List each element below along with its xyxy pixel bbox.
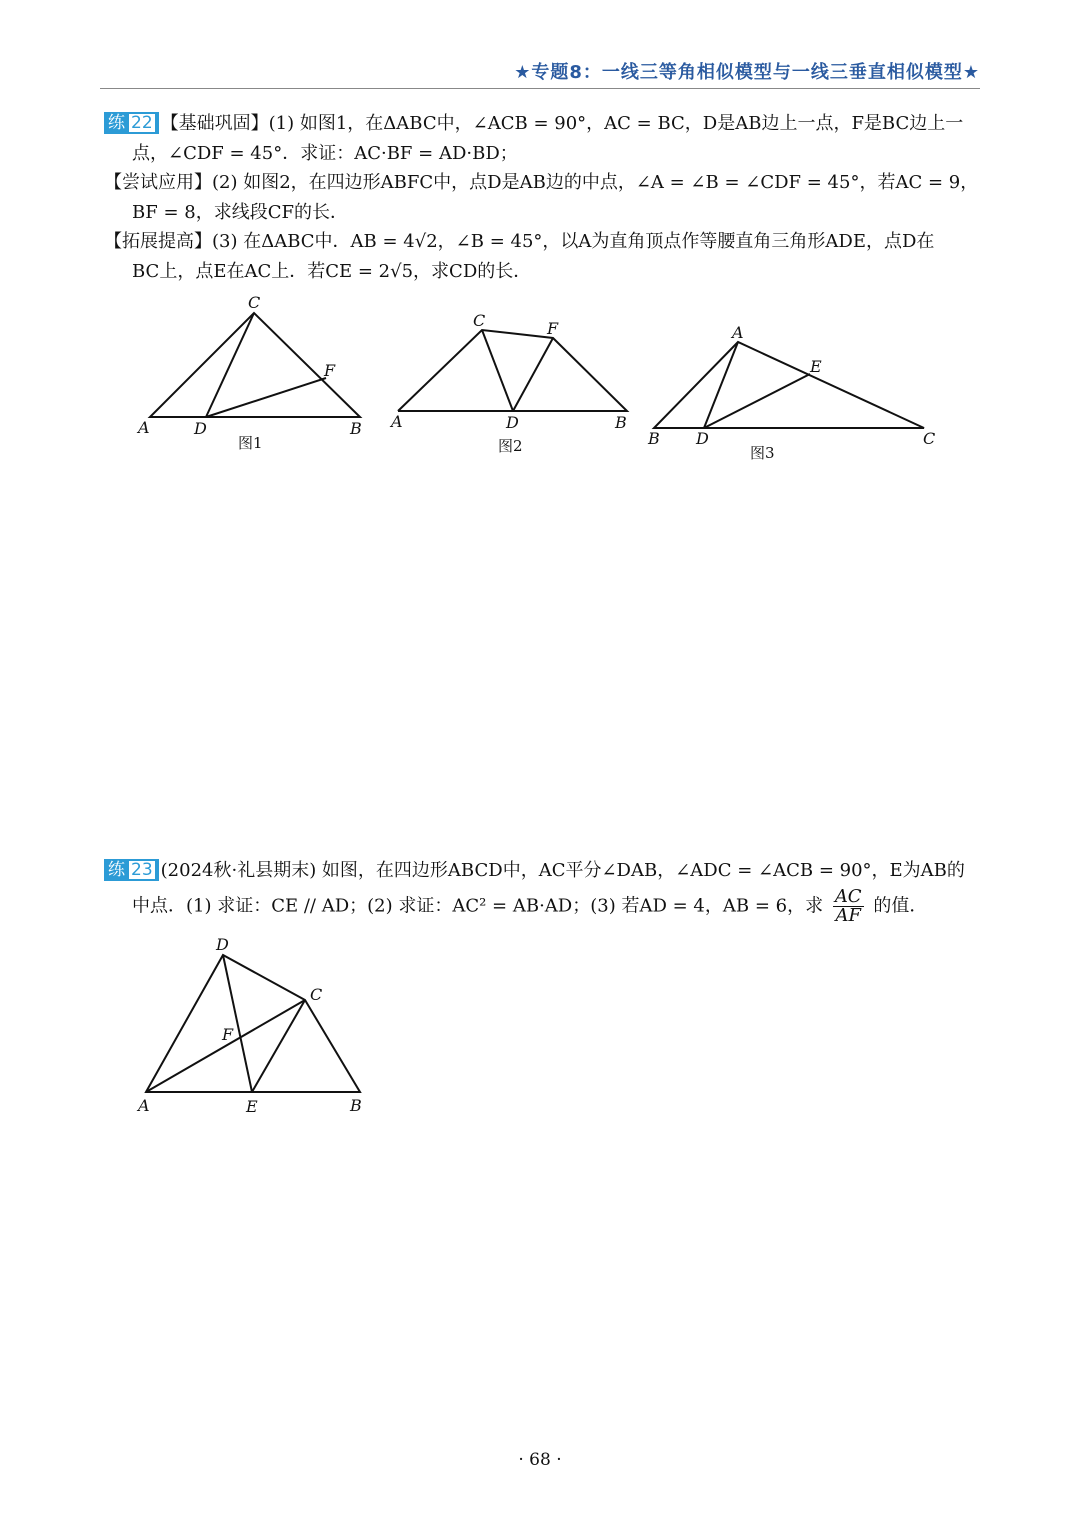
fig23-label-d: D	[216, 935, 229, 954]
fig3-segment-ad	[704, 342, 738, 428]
problem-22-line-1	[104, 109, 980, 139]
fig3-label-b: B	[648, 429, 660, 448]
fraction-ac-af	[833, 888, 864, 925]
problem-22-line-2: 点，∠CDF = 45°．求证：AC·BF = AD·BD；	[132, 142, 518, 164]
fig2-segment-cd	[482, 330, 513, 411]
fig2-label-b: B	[615, 413, 627, 432]
fig2-segment-df	[513, 338, 553, 411]
figure-23	[130, 930, 380, 1120]
problem-23-text-1: (2024秋·礼县期末) 如图，在四边形ABCD中，AC平分∠DAB，∠ADC = ∠ACB = 90°，E为AB的	[160, 860, 965, 881]
fig3-caption: 图3	[750, 444, 775, 462]
figure-1	[130, 290, 380, 460]
badge-prefix: 练	[108, 860, 125, 880]
fig1-label-c: C	[248, 293, 261, 312]
fig3-segment-de	[704, 374, 810, 428]
fig1-segment-cd	[206, 313, 254, 417]
fig23-label-e: E	[246, 1097, 258, 1116]
figure-2	[385, 305, 640, 465]
badge-prefix: 练	[108, 113, 125, 133]
fig1-caption: 图1	[238, 434, 263, 452]
fig2-label-a: A	[391, 412, 403, 431]
fig3-label-a: A	[732, 323, 744, 342]
problem-22-text-1: 【基础巩固】(1) 如图1，在ΔABC中，∠ACB = 90°，AC = BC，D是AB边上一点，F是BC边上一	[160, 113, 964, 134]
fig3-label-e: E	[810, 357, 822, 376]
fig23-segment-de	[223, 955, 252, 1092]
fig23-quadrilateral-abcd	[146, 955, 360, 1092]
fig1-segment-df	[206, 378, 326, 417]
problem-23-line-1	[104, 854, 980, 888]
fig2-caption: 图2	[498, 437, 523, 455]
fig3-label-d: D	[696, 429, 709, 448]
problem-22-line-3: 【尝试应用】(2) 如图2，在四边形ABFC中，点D是AB边的中点，∠A = ∠B = ∠CDF = 45°，若AC = 9，	[104, 172, 979, 193]
figure-3	[640, 320, 945, 470]
problem-23-badge	[104, 859, 159, 881]
fig1-label-f: F	[324, 361, 336, 380]
fig23-label-b: B	[350, 1096, 362, 1115]
chapter-header: ★专题8：一线三等角相似模型与一线三垂直相似模型★	[514, 62, 980, 83]
problem-22-line-5: 【拓展提高】(3) 在ΔABC中．AB = 4√2，∠B = 45°，以A为直角顶点作等腰直角三角形ADE，点D在	[104, 231, 935, 252]
problem-22-line-4: BF = 8，求线段CF的长．	[132, 201, 348, 223]
fraction-numerator: AC	[834, 886, 862, 907]
problem-22	[104, 109, 980, 286]
badge-number: 23	[128, 860, 156, 880]
fraction-denominator: AF	[835, 905, 861, 926]
problem-23	[104, 854, 980, 925]
fig3-label-c: C	[923, 429, 936, 448]
header-divider	[100, 88, 980, 89]
fig23-label-a: A	[138, 1096, 150, 1115]
fig23-label-c: C	[310, 985, 323, 1004]
fig1-label-d: D	[194, 419, 207, 438]
fig2-label-f: F	[547, 319, 559, 338]
page-number: · 68 ·	[518, 1450, 562, 1470]
fig1-label-b: B	[350, 419, 362, 438]
fig23-diagonal-ac	[146, 1000, 305, 1092]
problem-23-text-2a: 中点．(1) 求证：CE // AD；(2) 求证：AC² = AB·AD；(3) 若AD = 4，AB = 6，求	[132, 895, 824, 917]
fig23-label-f: F	[222, 1025, 234, 1044]
fig2-label-d: D	[506, 413, 519, 432]
problem-23-line-2	[104, 888, 980, 925]
fig23-segment-ce	[252, 1000, 305, 1092]
badge-number: 22	[128, 113, 156, 133]
problem-22-line-6: BC上，点E在AC上．若CE = 2√5，求CD的长．	[132, 260, 532, 282]
fig1-label-a: A	[138, 418, 150, 437]
fig2-outline	[398, 330, 627, 411]
fig2-label-c: C	[473, 311, 486, 330]
problem-23-text-2b: 的值．	[873, 895, 928, 917]
problem-22-badge	[104, 112, 159, 134]
